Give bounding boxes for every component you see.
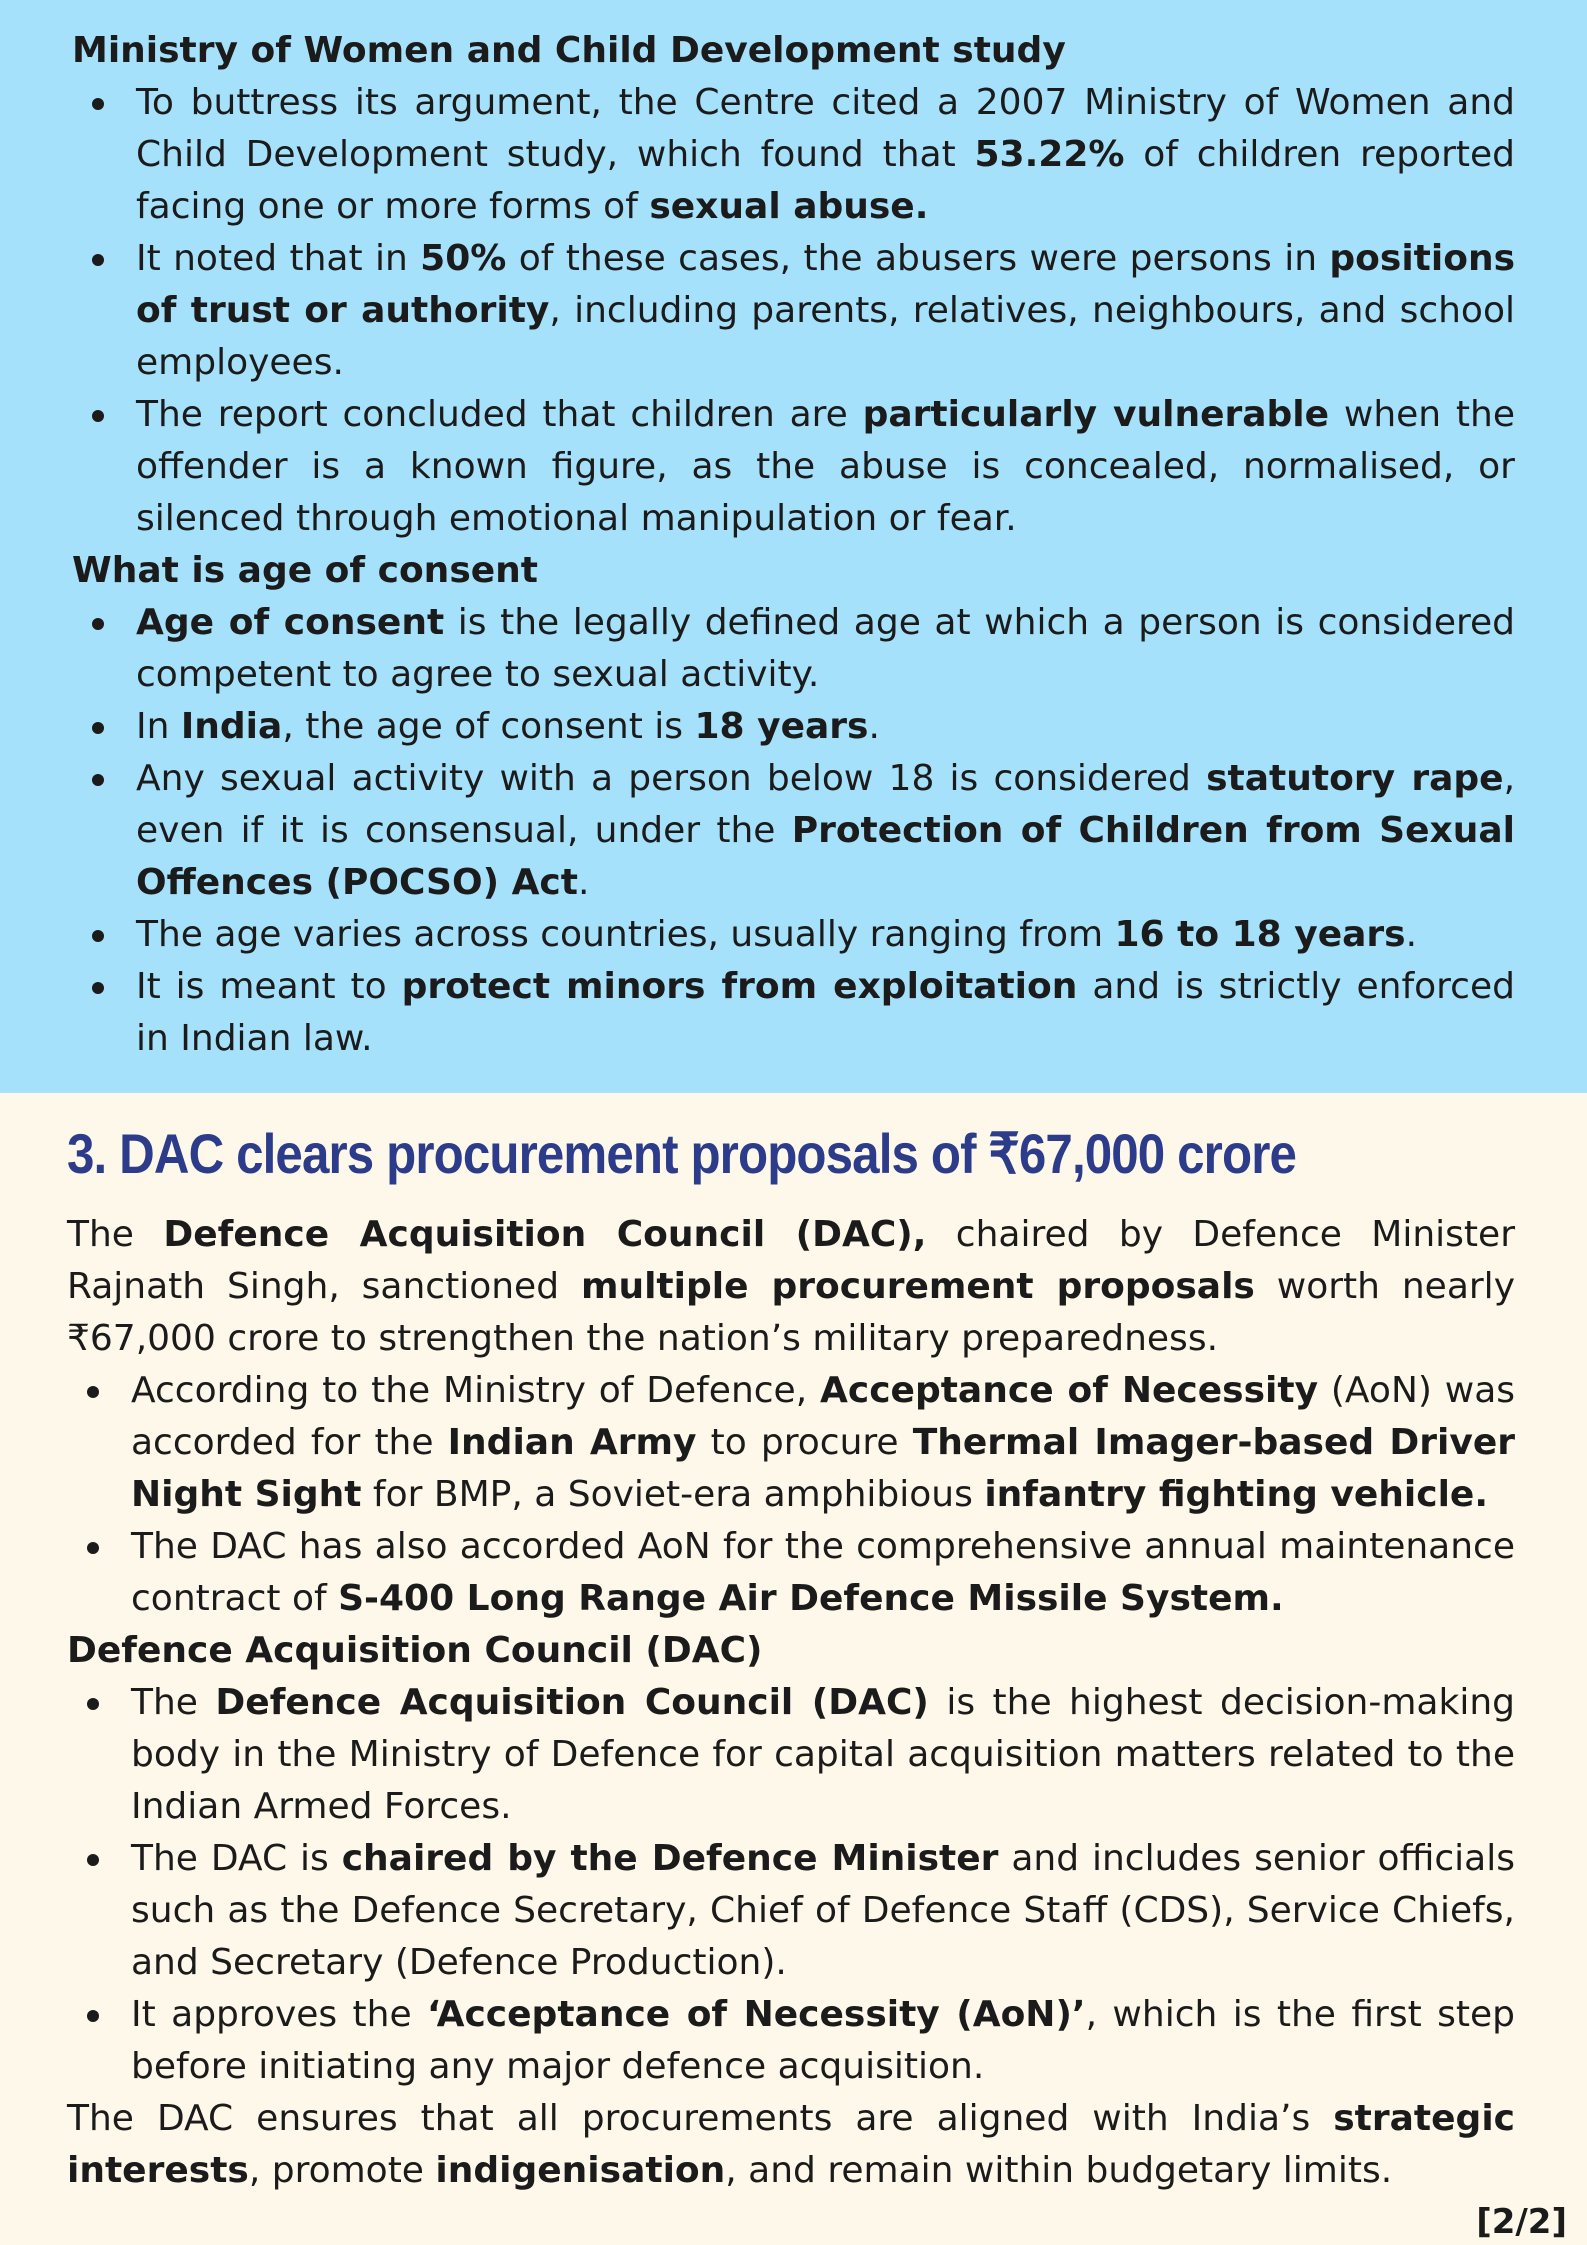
list-item: To buttress its argument, the Centre cited a 2007 Ministry of Women and Child Development study, which found that 53.22% of children reported facing one or more forms of sexual abuse. [136,77,1515,233]
dac-subheading: Defence Acquisition Council (DAC) [67,1630,763,1671]
list-item: It is meant to protect minors from exploitation and is strictly enforced in Indian law. [136,961,1515,1065]
page-number: [2/2] [1476,2202,1567,2242]
wcd-study-list [136,77,1515,545]
list-item: It approves the ‘Acceptance of Necessity (AoN)’, which is the first step before initiating any major defence acquisition. [131,1989,1515,2093]
list-item: In India, the age of consent is 18 years. [136,701,1515,753]
dac-closing-paragraph: The DAC ensures that all procurements are aligned with India’s strategic interests, promote indigenisation, and remain within budgetary limits. [67,2098,1515,2191]
dac-section-title: 3. DAC clears procurement proposals of ₹67,000 crore [67,1122,1297,1185]
list-item: According to the Ministry of Defence, Acceptance of Necessity (AoN) was accorded for the Indian Army to procure Thermal Imager-based Driver Night Sight for BMP, a Soviet-era amphibious infantry fighting vehicle. [131,1365,1515,1521]
list-item: The DAC is chaired by the Defence Minister and includes senior officials such as the Defence Secretary, Chief of Defence Staff (CDS), Service Chiefs, and Secretary (Defence Production). [131,1833,1515,1989]
list-item: Age of consent is the legally defined age at which a person is considered competent to agree to sexual activity. [136,597,1515,701]
wcd-study-heading: Ministry of Women and Child Development study [72,30,1066,71]
dac-news-list [131,1365,1515,1625]
dac-intro-paragraph: The Defence Acquisition Council (DAC), chaired by Defence Minister Rajnath Singh, sanctioned multiple procurement proposals worth nearly ₹67,000 crore to strengthen the nation’s military preparedness. [67,1214,1515,1359]
list-item: It noted that in 50% of these cases, the abusers were persons in positions of trust or authority, including parents, relatives, neighbours, and school employees. [136,233,1515,389]
list-item: The age varies across countries, usually ranging from 16 to 18 years. [136,909,1515,961]
list-item: The Defence Acquisition Council (DAC) is the highest decision-making body in the Ministry of Defence for capital acquisition matters related to the Indian Armed Forces. [131,1677,1515,1833]
age-of-consent-list [136,597,1515,1065]
list-item: Any sexual activity with a person below 18 is considered statutory rape, even if it is consensual, under the Protection of Children from Sexual Offences (POCSO) Act. [136,753,1515,909]
dac-details-list [131,1677,1515,2093]
age-of-consent-heading: What is age of consent [72,550,538,591]
list-item: The report concluded that children are particularly vulnerable when the offender is a known figure, as the abuse is concealed, normalised, or silenced through emotional manipulation or fear. [136,389,1515,545]
list-item: The DAC has also accorded AoN for the comprehensive annual maintenance contract of S-400 Long Range Air Defence Missile System. [131,1521,1515,1625]
